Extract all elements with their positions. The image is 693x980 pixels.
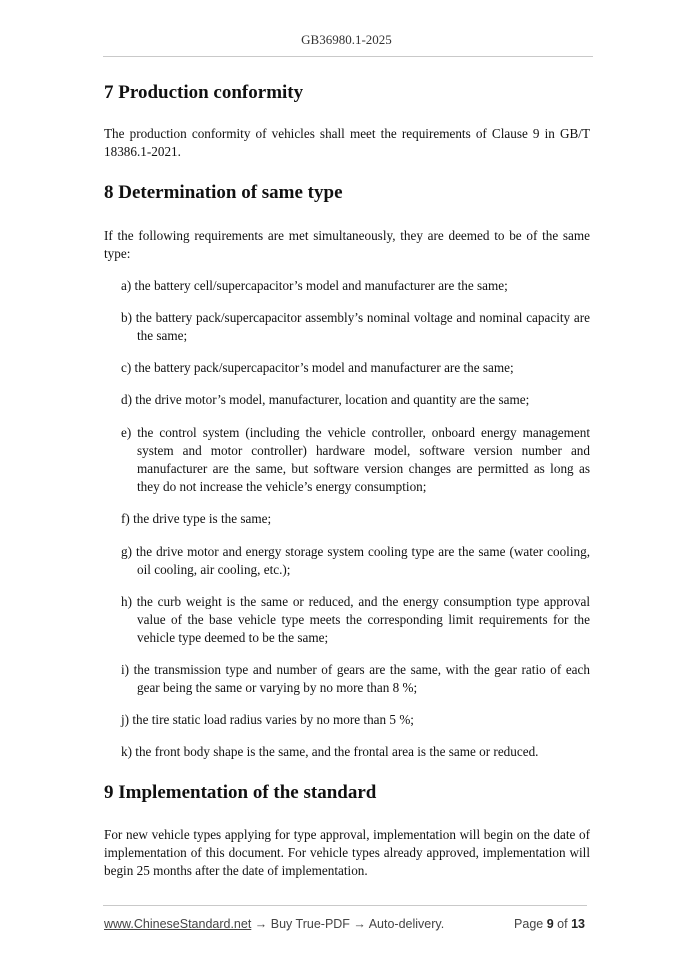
list-item-k: k) the front body shape is the same, and the frontal area is the same or reduced. bbox=[121, 744, 539, 759]
list-item-a: a) the battery cell/supercapacitor’s model and manufacturer are the same; bbox=[121, 278, 508, 293]
footer-tagline: → Buy True-PDF → Auto-delivery. bbox=[251, 917, 445, 931]
section-7-body: The production conformity of vehicles shall meet the requirements of Clause 9 in GB/T 18386.1-2021. bbox=[104, 126, 590, 159]
list-item-d: d) the drive motor’s model, manufacturer, location and quantity are the same; bbox=[121, 392, 530, 407]
footer-promo bbox=[104, 917, 444, 931]
list-item-i: i) the transmission type and number of gears are the same, with the gear ratio of each gear being the same or varying by no more than 8 %; bbox=[121, 662, 590, 695]
footer-divider bbox=[103, 905, 587, 906]
of-label: of bbox=[557, 917, 568, 931]
list-item-h: h) the curb weight is the same or reduced, and the energy consumption type approval value of the base vehicle type meets the corresponding limit requirements for the vehicle type deemed to be the same; bbox=[121, 594, 590, 645]
section-9-heading: 9 Implementation of the standard bbox=[104, 782, 377, 803]
section-9-body: For new vehicle types applying for type approval, implementation will begin on the date of implementation of this document. For vehicle types already approved, implementation will begin 25 months after the date of implementation. bbox=[104, 827, 590, 878]
list-item-f: f) the drive type is the same; bbox=[121, 511, 272, 526]
page-number: 9 bbox=[546, 917, 554, 931]
list-item-j: j) the tire static load radius varies by no more than 5 %; bbox=[121, 712, 414, 727]
list-item-b: b) the battery pack/supercapacitor assembly’s nominal voltage and nominal capacity are the same; bbox=[121, 310, 590, 343]
section-8-heading: 8 Determination of same type bbox=[104, 182, 343, 203]
site-link[interactable]: www.ChineseStandard.net bbox=[104, 917, 252, 931]
page-total: 13 bbox=[571, 917, 585, 931]
page-indicator bbox=[514, 917, 585, 931]
list-item-g: g) the drive motor and energy storage system cooling type are the same (water cooling, oil cooling, air cooling, etc.); bbox=[121, 544, 590, 577]
list-item-e: e) the control system (including the vehicle controller, onboard energy management system and motor controller) hardware model, software version number and manufacturer are the same, but software version changes are permitted as long as they do not increase the vehicle’s energy consumption; bbox=[121, 425, 590, 494]
header-divider bbox=[103, 56, 593, 57]
list-item-c: c) the battery pack/supercapacitor’s model and manufacturer are the same; bbox=[121, 360, 514, 375]
running-header: GB36980.1-2025 bbox=[301, 32, 392, 47]
section-7-heading: 7 Production conformity bbox=[104, 82, 304, 103]
page-label: Page bbox=[514, 917, 544, 931]
section-8-intro: If the following requirements are met simultaneously, they are deemed to be of the same type: bbox=[104, 228, 590, 261]
